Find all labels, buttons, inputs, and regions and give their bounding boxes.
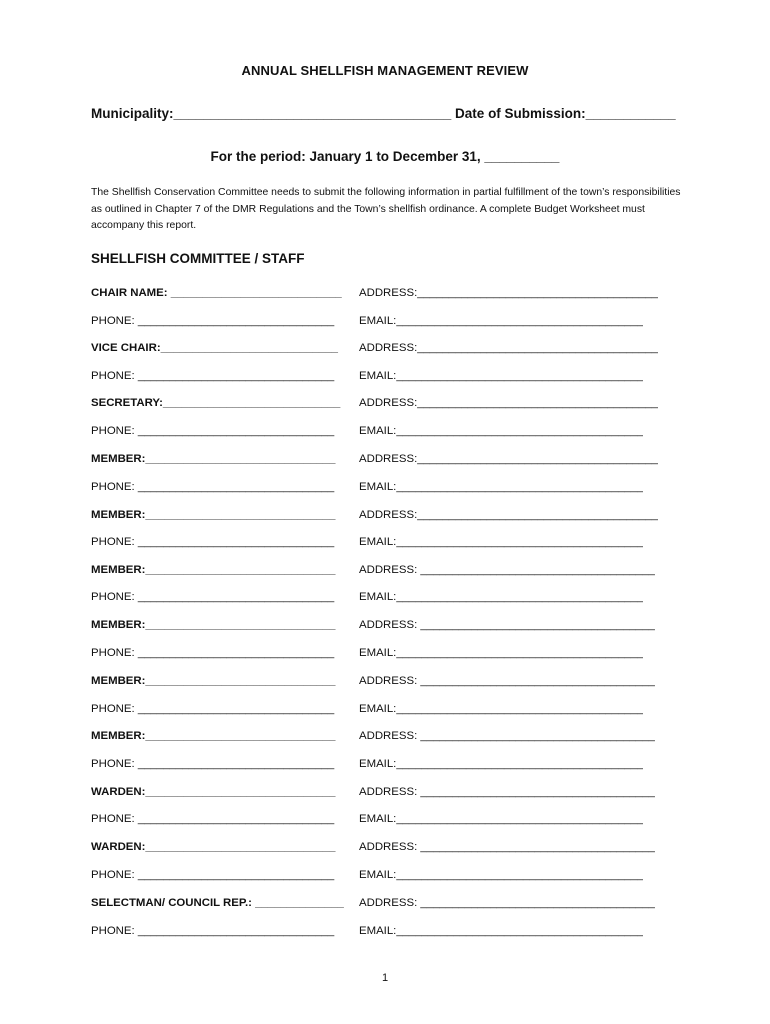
form-row-phone: [91, 425, 691, 439]
member-3-phone-field[interactable]: PHONE: _______________________________: [91, 591, 335, 603]
secretary-field[interactable]: SECRETARY:____________________________: [91, 397, 341, 409]
vice-chair-address-field[interactable]: ADDRESS:______________________________________: [359, 342, 658, 354]
member-1-field[interactable]: MEMBER:______________________________: [91, 453, 336, 465]
secretary-phone-field[interactable]: PHONE: _______________________________: [91, 425, 335, 437]
vice-chair-field[interactable]: VICE CHAIR:____________________________: [91, 342, 338, 354]
chair-phone-field[interactable]: PHONE: _______________________________: [91, 315, 335, 327]
form-row-member: [91, 564, 691, 578]
intro-paragraph: The Shellfish Conservation Committee needs to submit the following information in partial fulfillment of the town’s responsibilities as outlined in Chapter 7 of the DMR Regulations and the Town’s shellfish ordinance. A complete Budget Worksheet must accompany this report.: [91, 187, 681, 231]
member-4-phone-field[interactable]: PHONE: _______________________________: [91, 647, 335, 659]
form-row-warden: [91, 841, 691, 855]
warden-1-phone-field[interactable]: PHONE: _______________________________: [91, 813, 335, 825]
warden-1-field[interactable]: WARDEN:______________________________: [91, 786, 336, 798]
member-2-email-field[interactable]: EMAIL:_______________________________________: [359, 536, 644, 548]
form-row-phone: [91, 647, 691, 661]
form-row-phone: [91, 591, 691, 605]
form-row-vice-chair: [91, 342, 691, 356]
vice-chair-email-field[interactable]: EMAIL:_______________________________________: [359, 370, 644, 382]
member-2-field[interactable]: MEMBER:______________________________: [91, 509, 336, 521]
municipality-date-line[interactable]: Municipality:_____________________________________ Date of Submission:____________: [91, 106, 676, 121]
member-1-email-field[interactable]: EMAIL:_______________________________________: [359, 481, 644, 493]
member-6-phone-field[interactable]: PHONE: _______________________________: [91, 758, 335, 770]
council-rep-email-field[interactable]: EMAIL:_______________________________________: [359, 925, 644, 937]
form-row-member: [91, 509, 691, 523]
form-row-phone: [91, 370, 691, 384]
member-3-address-field[interactable]: ADDRESS: _____________________________________: [359, 564, 655, 576]
warden-2-field[interactable]: WARDEN:______________________________: [91, 841, 336, 853]
member-1-address-field[interactable]: ADDRESS:______________________________________: [359, 453, 658, 465]
warden-2-email-field[interactable]: EMAIL:_______________________________________: [359, 869, 644, 881]
form-row-member: [91, 619, 691, 633]
form-row-phone: [91, 869, 691, 883]
chair-name-field[interactable]: CHAIR NAME: ___________________________: [91, 287, 342, 299]
member-2-address-field[interactable]: ADDRESS:______________________________________: [359, 509, 658, 521]
document-title: ANNUAL SHELLFISH MANAGEMENT REVIEW: [241, 63, 529, 78]
member-2-phone-field[interactable]: PHONE: _______________________________: [91, 536, 335, 548]
form-row-member: [91, 675, 691, 689]
form-row-phone: [91, 925, 691, 939]
form-row-phone: [91, 315, 691, 329]
member-6-field[interactable]: MEMBER:______________________________: [91, 730, 336, 742]
warden-2-phone-field[interactable]: PHONE: _______________________________: [91, 869, 335, 881]
form-row-member: [91, 453, 691, 467]
warden-2-address-field[interactable]: ADDRESS: _____________________________________: [359, 841, 655, 853]
member-4-address-field[interactable]: ADDRESS: _____________________________________: [359, 619, 655, 631]
form-row-council-rep: [91, 897, 691, 911]
form-row-phone: [91, 758, 691, 772]
form-row-warden: [91, 786, 691, 800]
member-4-email-field[interactable]: EMAIL:_______________________________________: [359, 647, 644, 659]
member-6-email-field[interactable]: EMAIL:_______________________________________: [359, 758, 644, 770]
member-5-address-field[interactable]: ADDRESS: _____________________________________: [359, 675, 655, 687]
chair-email-field[interactable]: EMAIL:_______________________________________: [359, 315, 644, 327]
page-number: 1: [381, 972, 389, 984]
chair-address-field[interactable]: ADDRESS:______________________________________: [359, 287, 658, 299]
member-3-email-field[interactable]: EMAIL:_______________________________________: [359, 591, 644, 603]
section-heading: SHELLFISH COMMITTEE / STAFF: [91, 251, 305, 266]
member-4-field[interactable]: MEMBER:______________________________: [91, 619, 336, 631]
form-row-phone: [91, 703, 691, 717]
council-rep-field[interactable]: SELECTMAN/ COUNCIL REP.: ______________: [91, 897, 344, 909]
member-3-field[interactable]: MEMBER:______________________________: [91, 564, 336, 576]
member-5-email-field[interactable]: EMAIL:_______________________________________: [359, 703, 644, 715]
member-5-phone-field[interactable]: PHONE: _______________________________: [91, 703, 335, 715]
council-rep-address-field[interactable]: ADDRESS: _____________________________________: [359, 897, 655, 909]
warden-1-address-field[interactable]: ADDRESS: _____________________________________: [359, 786, 655, 798]
member-1-phone-field[interactable]: PHONE: _______________________________: [91, 481, 335, 493]
period-line[interactable]: For the period: January 1 to December 31, __________: [210, 149, 560, 164]
form-row-phone: [91, 536, 691, 550]
council-rep-phone-field[interactable]: PHONE: _______________________________: [91, 925, 335, 937]
member-5-field[interactable]: MEMBER:______________________________: [91, 675, 336, 687]
form-row-secretary: [91, 397, 691, 411]
secretary-email-field[interactable]: EMAIL:_______________________________________: [359, 425, 644, 437]
form-row-phone: [91, 813, 691, 827]
form-row-member: [91, 730, 691, 744]
vice-chair-phone-field[interactable]: PHONE: _______________________________: [91, 370, 335, 382]
warden-1-email-field[interactable]: EMAIL:_______________________________________: [359, 813, 644, 825]
member-6-address-field[interactable]: ADDRESS: _____________________________________: [359, 730, 655, 742]
form-row-chair: [91, 287, 691, 301]
secretary-address-field[interactable]: ADDRESS:______________________________________: [359, 397, 658, 409]
form-row-phone: [91, 481, 691, 495]
